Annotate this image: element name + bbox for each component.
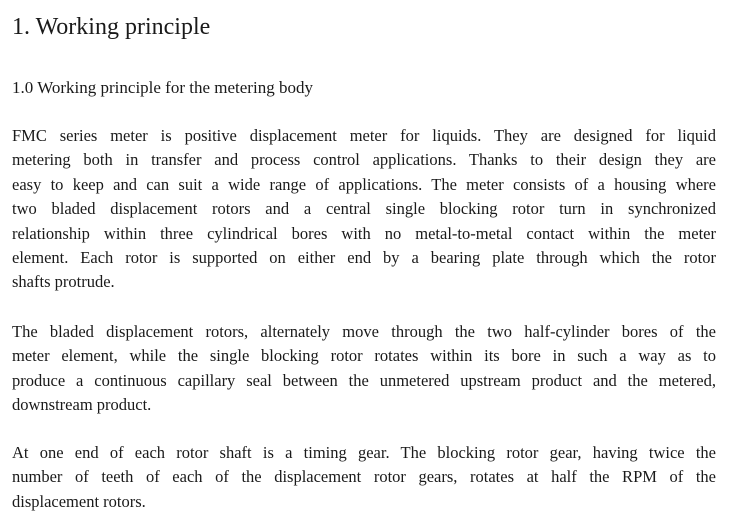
- paragraph-line: element. Each rotor is supported on either end by a bearing plate through which the rotor: [12, 248, 716, 268]
- paragraph-line: produce a continuous capillary seal between the unmetered upstream product and the metered,: [12, 370, 716, 390]
- paragraph-metering-body-description: [12, 124, 716, 295]
- paragraph-line: downstream product.: [12, 395, 152, 415]
- paragraph-line: meter element, while the single blocking rotor rotates within its bore in such a way as to: [12, 346, 716, 366]
- section-title: 1. Working principle: [12, 14, 211, 40]
- paragraph-line: easy to keep and can suit a wide range of applications. The meter consists of a housing where: [12, 174, 716, 194]
- paragraph-line: The bladed displacement rotors, alternately move through the two half-cylinder bores of the: [12, 322, 716, 341]
- paragraph-line: number of teeth of each of the displacement rotor gears, rotates at half the RPM of the: [12, 467, 716, 487]
- paragraph-line: two bladed displacement rotors and a central single blocking rotor turn in synchronized: [12, 199, 716, 219]
- paragraph-rotor-movement: [12, 320, 716, 418]
- paragraph-line: At one end of each rotor shaft is a timing gear. The blocking rotor gear, having twice the: [12, 443, 716, 462]
- paragraph-line: shafts protrude.: [12, 272, 115, 292]
- paragraph-line: FMC series meter is positive displacement meter for liquids. They are designed for liquid: [12, 126, 716, 145]
- subsection-title: 1.0 Working principle for the metering body: [12, 78, 313, 97]
- paragraph-line: displacement rotors.: [12, 491, 146, 511]
- paragraph-timing-gear: [12, 441, 716, 514]
- paragraph-line: metering both in transfer and process control applications. Thanks to their design they are: [12, 150, 716, 170]
- paragraph-line: relationship within three cylindrical bores with no metal-to-metal contact within the meter: [12, 223, 716, 243]
